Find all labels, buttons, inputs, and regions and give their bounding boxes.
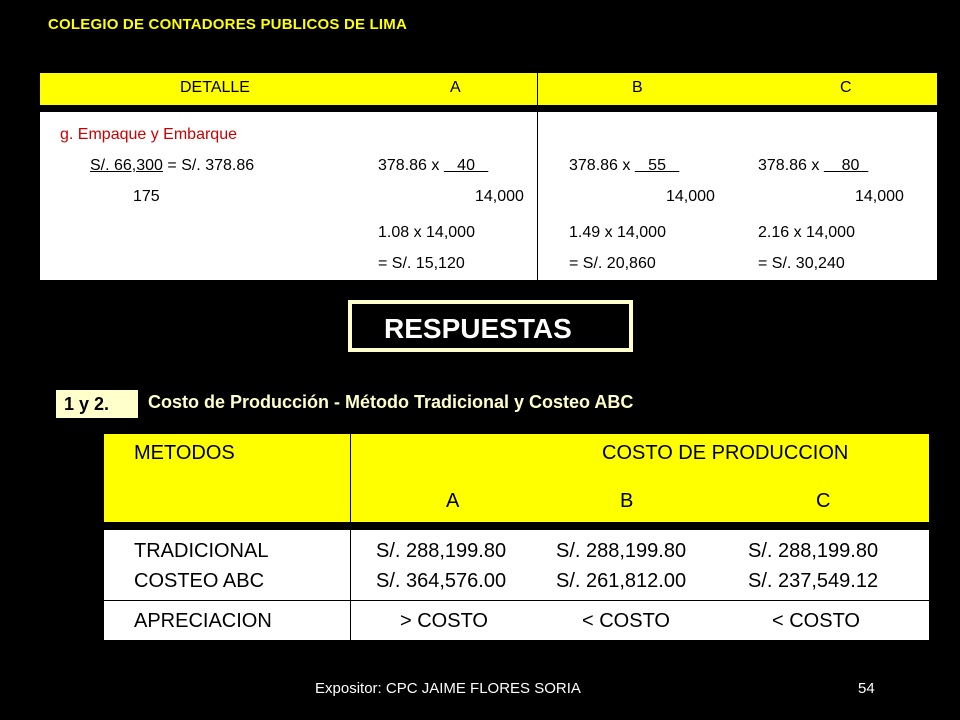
tradicional-b: S/. 288,199.80: [556, 540, 687, 562]
header-detalle: DETALLE: [180, 79, 250, 96]
cost-table-body: [104, 530, 929, 640]
divider: [350, 530, 351, 640]
row-label-costeo-abc: COSTEO ABC: [134, 570, 265, 592]
col-b-denominator: 14,000: [666, 188, 715, 205]
header-c: C: [840, 79, 852, 96]
col-b-result: = S/. 20,860: [569, 255, 656, 272]
section-badge: 1 y 2.: [56, 390, 138, 418]
col-c-numerator: 80: [823, 157, 869, 174]
col-a-calc: 1.08 x 14,000: [378, 224, 475, 241]
col-b-mult: 378.86 x: [569, 157, 635, 174]
divider: [537, 73, 538, 105]
col-c-mult: 378.86 x: [758, 157, 824, 174]
header-costo-produccion: COSTO DE PRODUCCION: [602, 442, 849, 464]
col-a-fraction: [378, 157, 488, 175]
col-a-mult: 378.86 x: [378, 157, 444, 174]
respuestas-box: [348, 300, 633, 352]
header-col-c: C: [816, 490, 831, 512]
abc-b: S/. 261,812.00: [556, 570, 687, 592]
row-divider: [104, 600, 929, 601]
row-label-tradicional: TRADICIONAL: [134, 540, 269, 562]
tradicional-c: S/. 288,199.80: [748, 540, 879, 562]
header-col-a: A: [446, 490, 460, 512]
col-c-denominator: 14,000: [855, 188, 904, 205]
header-b: B: [632, 79, 643, 96]
col-c-result: = S/. 30,240: [758, 255, 845, 272]
formula-denominator: 175: [133, 188, 160, 205]
header-a: A: [450, 79, 461, 96]
abc-c: S/. 237,549.12: [748, 570, 879, 592]
col-c-fraction: [758, 157, 868, 175]
apreciacion-a: > COSTO: [400, 610, 488, 632]
cost-table-header: [104, 434, 929, 522]
divider: [537, 112, 538, 280]
col-b-numerator: 55: [634, 157, 680, 174]
col-c-calc: 2.16 x 14,000: [758, 224, 855, 241]
col-b-fraction: [569, 157, 679, 175]
detail-table-header: [40, 73, 937, 105]
detail-table-body: [40, 112, 937, 280]
divider: [350, 434, 351, 522]
formula-result: = S/. 378.86: [162, 157, 255, 174]
formula-numerator: S/. 66,300: [90, 157, 163, 174]
section-title: Costo de Producción - Método Tradicional y Costeo ABC: [148, 392, 634, 412]
respuestas-title: RESPUESTAS: [384, 313, 572, 344]
apreciacion-b: < COSTO: [582, 610, 670, 632]
tradicional-a: S/. 288,199.80: [376, 540, 507, 562]
formula-line: [90, 157, 254, 175]
col-a-result: = S/. 15,120: [378, 255, 465, 272]
page-number: 54: [858, 680, 875, 697]
presenter-footer: Expositor: CPC JAIME FLORES SORIA: [315, 680, 581, 697]
col-b-calc: 1.49 x 14,000: [569, 224, 666, 241]
header-col-b: B: [620, 490, 634, 512]
abc-a: S/. 364,576.00: [376, 570, 507, 592]
apreciacion-c: < COSTO: [772, 610, 860, 632]
header-metodos: METODOS: [134, 442, 235, 464]
col-a-denominator: 14,000: [475, 188, 524, 205]
item-label: g. Empaque y Embarque: [60, 126, 237, 143]
institution-title: COLEGIO DE CONTADORES PUBLICOS DE LIMA: [48, 16, 408, 33]
row-label-apreciacion: APRECIACION: [134, 610, 272, 632]
col-a-numerator: 40: [443, 157, 489, 174]
